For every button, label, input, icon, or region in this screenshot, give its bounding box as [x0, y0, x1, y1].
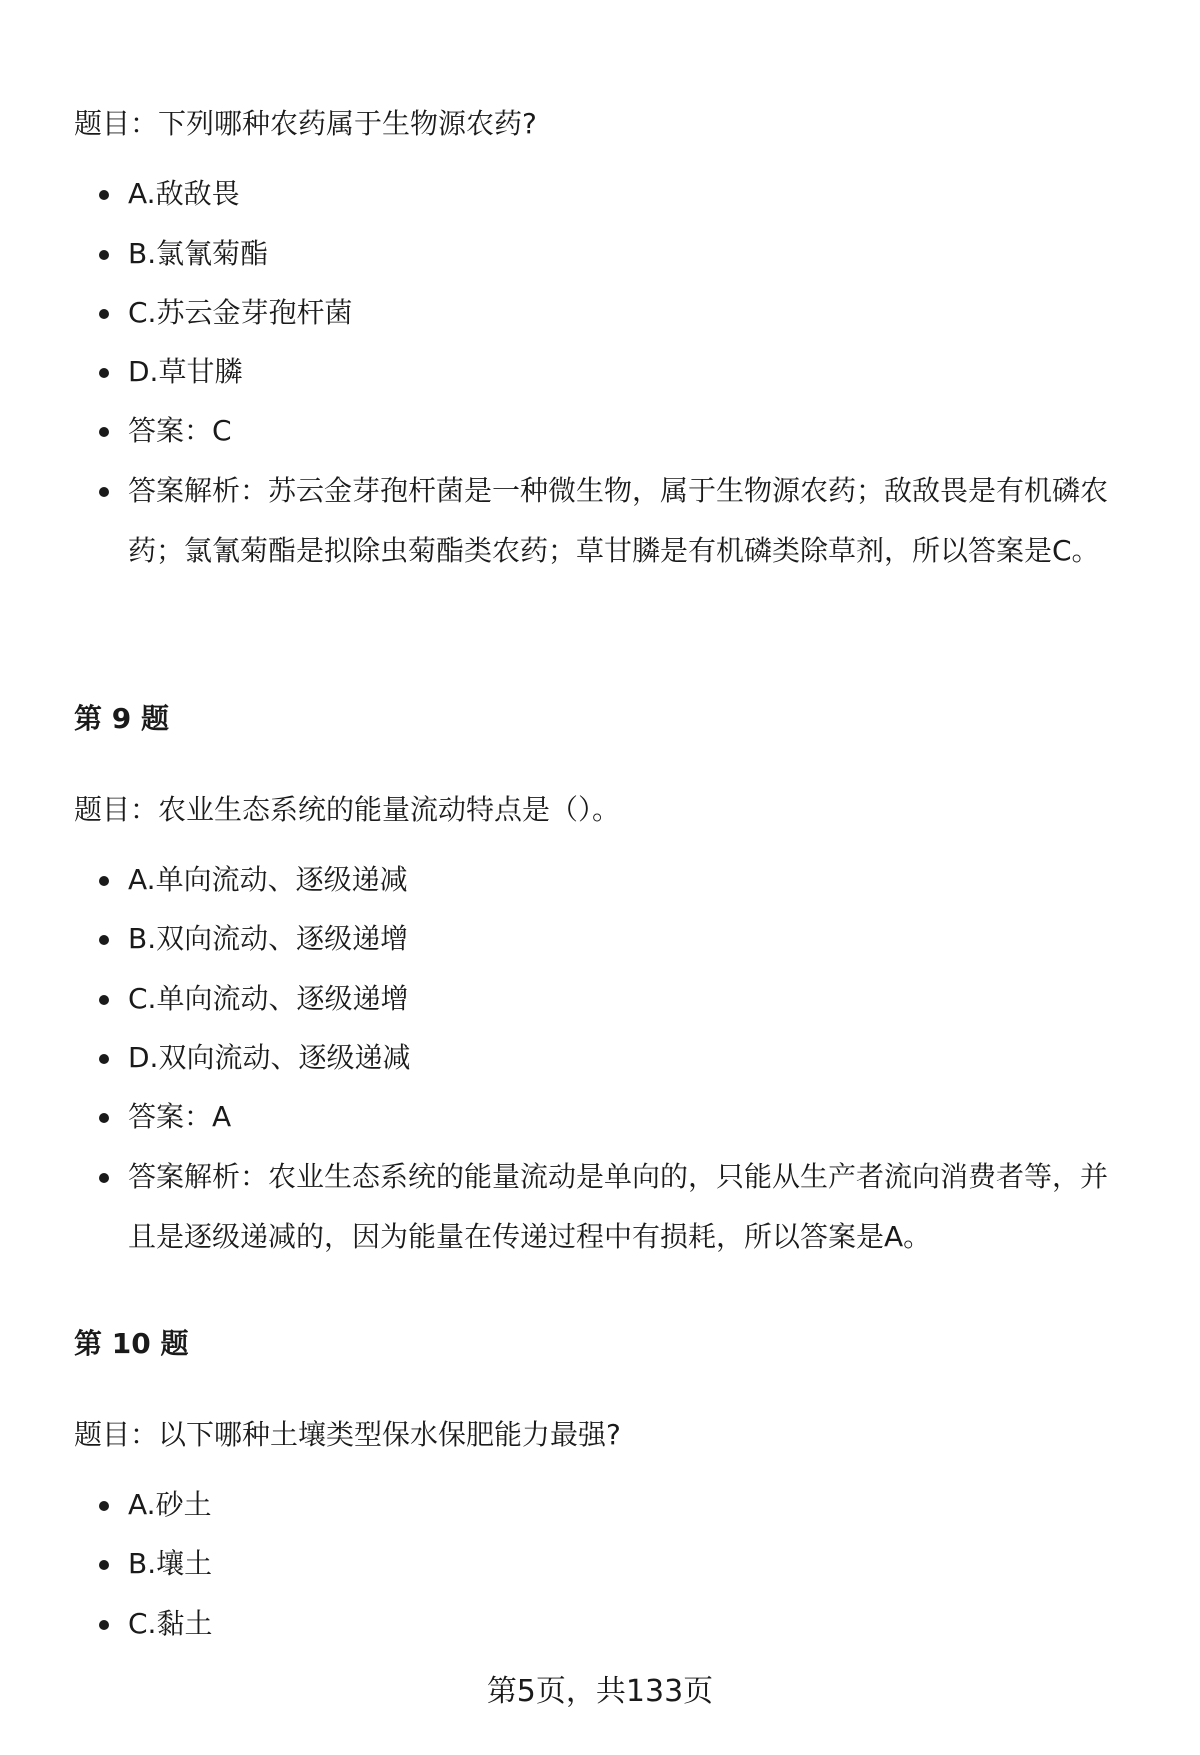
option-text: D.草甘膦 [128, 355, 243, 388]
option-text: B.壤土 [128, 1547, 213, 1580]
option-text: D.双向流动、逐级递减 [128, 1041, 411, 1074]
answer-text: 答案：A [128, 1100, 232, 1133]
bullet-icon [99, 1113, 109, 1123]
option-text: A.单向流动、逐级递减 [128, 863, 408, 896]
option-text: B.双向流动、逐级递增 [128, 922, 409, 955]
bullet-icon [99, 876, 109, 886]
explanation-text: 答案解析：农业生态系统的能量流动是单向的，只能从生产者流向消费者等，并且是逐级递减的，因为能量在传递过程中有损耗，所以答案是A。 [128, 1160, 1109, 1253]
bullet-icon [99, 995, 109, 1005]
option-text: A.敌敌畏 [128, 177, 240, 210]
option-item [128, 283, 1130, 343]
answer-item [128, 401, 1130, 461]
explanation-text: 答案解析：苏云金芽孢杆菌是一种微生物，属于生物源农药；敌敌畏是有机磷农药；氯氰菊酯是拟除虫菊酯类农药；草甘膦是有机磷类除草剂，所以答案是C。 [128, 474, 1109, 567]
bullet-icon [99, 1173, 109, 1183]
question-heading: 第 10 题 [74, 1327, 189, 1360]
bullet-icon [99, 309, 109, 319]
answer-item [128, 1087, 1130, 1147]
option-item [128, 224, 1130, 284]
page-footer: 第5页，共133页 [486, 1674, 714, 1709]
bullet-icon [99, 1054, 109, 1064]
explanation-item [128, 461, 1130, 581]
explanation-item [128, 1147, 1130, 1267]
option-text: C.单向流动、逐级递增 [128, 982, 409, 1015]
bullet-icon [99, 1501, 109, 1511]
bullet-icon [99, 1620, 109, 1630]
question-prompt: 题目：以下哪种土壤类型保水保肥能力最强? [74, 1418, 621, 1451]
answer-text: 答案：C [128, 414, 232, 447]
option-item [128, 1475, 1130, 1535]
option-text: C.苏云金芽孢杆菌 [128, 296, 353, 329]
option-item [128, 1594, 1130, 1654]
bullet-icon [99, 250, 109, 260]
option-item [128, 1028, 1130, 1088]
option-item [128, 850, 1130, 910]
bullet-icon [99, 368, 109, 378]
option-text: C.黏土 [128, 1607, 213, 1640]
option-text: A.砂土 [128, 1488, 212, 1521]
bullet-icon [99, 427, 109, 437]
option-item [128, 969, 1130, 1029]
bullet-icon [99, 190, 109, 200]
option-item [128, 1534, 1130, 1594]
bullet-icon [99, 487, 109, 497]
option-item [128, 342, 1130, 402]
option-item [128, 909, 1130, 969]
option-item [128, 164, 1130, 224]
option-text: B.氯氰菊酯 [128, 237, 269, 270]
question-prompt: 题目：农业生态系统的能量流动特点是（）。 [74, 793, 621, 826]
question-prompt: 题目：下列哪种农药属于生物源农药? [74, 107, 537, 140]
bullet-icon [99, 935, 109, 945]
question-heading: 第 9 题 [74, 702, 169, 735]
bullet-icon [99, 1560, 109, 1570]
